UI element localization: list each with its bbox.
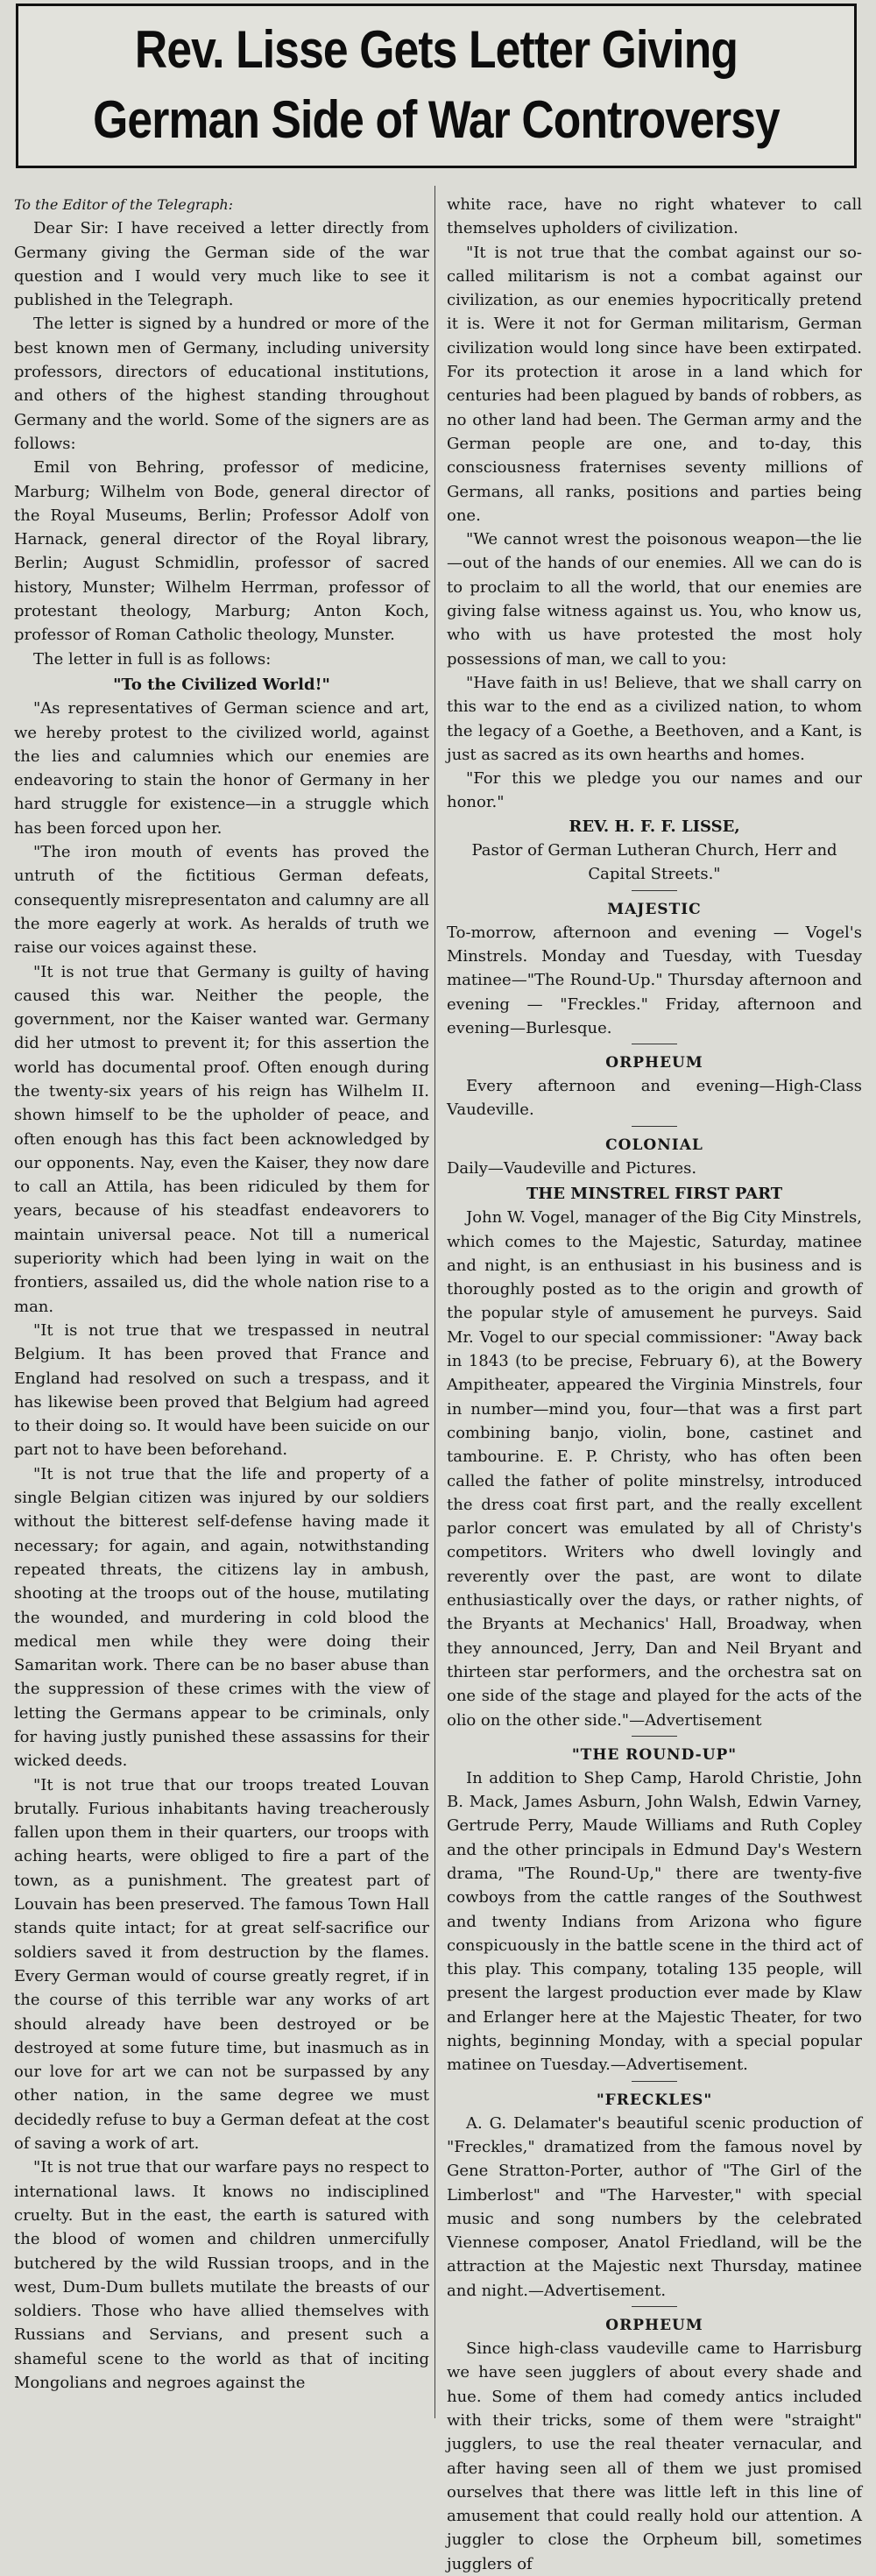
- editor-salutation: To the Editor of the Telegraph:: [14, 196, 234, 213]
- headline-line-1: Rev. Lisse Gets Letter Giving: [134, 20, 738, 79]
- paragraph: "It is not true that our warfare pays no respect to international laws. It knows no indisciplined cruelty. But in the east, the earth is satured with the blood of women and children unmercifully butchered by the wild Russian troops, and in the west, Dum-Dum bullets mutilate the breasts of our soldiers. Those who have allied themselves with Russians and Servians, and present such a shameful scene to the world as that of inciting Mongolians and negroes against the: [14, 2158, 429, 2393]
- freckles-article: A. G. Delamater's beautiful scenic production of "Freckles," dramatized from the famous novel by Gene Stratton-Porter, author of "The Girl of the Limberlost" and "The Harvester," with special music and song numbers by the celebrated Viennese composer, Anatol Friedland, will be the attraction at the Majestic next Thursday, matinee and night.—Advertisement.: [447, 2113, 862, 2300]
- paragraph: "As representatives of German science and art, we hereby protest to the civilized world, against the lies and calumnies which our enemies are endeavoring to stain the honor of Germany in her hard struggle for existence—in a struggle which has been forced upon her.: [14, 699, 429, 838]
- divider: [632, 890, 677, 891]
- letter-title: "To the Civilized World!": [113, 675, 330, 694]
- paragraph: "It is not true that the combat against our so-called militarism is not a combat against our civilization, as our enemies hypocritically pretend it is. Were it not for German militarism, German civilization would long since have been extirpated. For its protection it arose in a land which for centuries had been plagued by bands of robbers, as no other land had been. The German army and the German people are one, and to-day, this consciousness fraternises seventy millions of Germans, all ranks, positions and parties being one.: [447, 243, 862, 525]
- paragraph: "For this we pledge you our names and our honor.": [447, 769, 862, 812]
- section-heading-roundup: "THE ROUND-UP": [571, 1745, 738, 1764]
- colonial-schedule: Daily—Vaudeville and Pictures.: [447, 1158, 697, 1178]
- section-heading-colonial: COLONIAL: [605, 1136, 703, 1154]
- roundup-article: In addition to Shep Camp, Harold Christie, John B. Mack, James Asburn, John Walsh, Edwin Varney, Gertrude Perry, Maude Williams and Ruth Copley and the other principals in Edmund Day's Western drama, "The Round-Up," there are twenty-five cowboys from the cattle ranges of the Southwest and twenty Indians from Arizona who figure conspicuously in the battle scene in the third act of this play. This company, totaling 135 people, will present the largest production ever made by Klaw and Erlanger here at the Majestic Theater, for two nights, beginning Monday, with a special popular matinee on Tuesday.—Advertisement.: [447, 1768, 862, 2075]
- paragraph: "We cannot wrest the poisonous weapon—the lie—out of the hands of our enemies. All we can do is to proclaim to all the world, that our enemies are giving false witness against us. You, who know us, who with us have protested the most holy possessions of man, we call to you:: [447, 530, 862, 669]
- signature-title: Pastor of German Lutheran Church, Herr and Capital Streets.": [471, 841, 837, 884]
- divider: [632, 2306, 677, 2307]
- divider: [632, 2081, 677, 2082]
- section-heading-orpheum: ORPHEUM: [605, 1054, 703, 1072]
- paragraph: "Have faith in us! Believe, that we shall carry on this war to the end as a civilized nation, to whom the legacy of a Goethe, a Beethoven, and a Kant, is just as sacred as its own hearths and homes.: [447, 673, 862, 764]
- divider: [632, 1736, 677, 1737]
- majestic-schedule: To-morrow, afternoon and evening — Vogel's Minstrels. Monday and Tuesday, with Tuesday matinee—"The Round-Up." Thursday afternoon and evening — "Freckles." Friday, afternoon and evening—Burlesque.: [447, 923, 862, 1037]
- right-column: [447, 193, 862, 2573]
- signers-paragraph: Emil von Behring, professor of medicine, Marburg; Wilhelm von Bode, general director of the Royal Museums, Berlin; Professor Adolf von Harnack, general director of the Royal library, Berlin; August Schmidlin, professor of sacred history, Munster; Wilhelm Herrman, professor of protestant theology, Marburg; Anton Koch, professor of Roman Catholic theology, Munster.: [14, 458, 429, 645]
- divider: [632, 1126, 677, 1127]
- section-heading-orpheum-2: ORPHEUM: [605, 2317, 703, 2335]
- paragraph: Dear Sir: I have received a letter directly from Germany giving the German side of the war question and I would very much like to see it published in the Telegraph.: [14, 219, 429, 310]
- paragraph: The letter in full is as follows:: [33, 649, 272, 669]
- section-heading-freckles: "FRECKLES": [596, 2091, 713, 2109]
- paragraph: The letter is signed by a hundred or more of the best known men of Germany, including university professors, directors of educational institutions, and others of the highest standing throughout Germany and the world. Some of the signers are as follows:: [14, 315, 429, 453]
- section-heading-minstrel: THE MINSTREL FIRST PART: [526, 1184, 783, 1203]
- paragraph: "It is not true that the life and property of a single Belgian citizen was injured by our soldiers without the bitterest self-defense having made it necessary; for again, and again, notwithstanding repeated threats, the citizens lay in ambush, shooting at the troops out of the house, mutilating the wounded, and murdering in cold blood the medical men while they were doing their Samaritan work. There can be no baser abuse than the suppression of these crimes with the view of letting the Germans appear to be criminals, only for having justly punished these assassins for their wicked deeds.: [14, 1464, 429, 1771]
- paragraph: "It is not true that our troops treated Louvan brutally. Furious inhabitants having treacherously fallen upon them in their quarters, our troops with aching hearts, were obliged to fire a part of the town, as a punishment. The greatest part of Louvain has been preserved. The famous Town Hall stands quite intact; for at great self-sacrifice our soldiers saved it from destruction by the flames. Every German would of course greatly regret, if in the course of this terrible war any works of art should already have been destroyed or be destroyed at some future time, but inasmuch as in our love for art we can not be surpassed by any other nation, in the same degree we must decidedly refuse to buy a German defeat at the cost of saving a work of art.: [14, 1775, 429, 2154]
- minstrel-article: John W. Vogel, manager of the Big City Minstrels, which comes to the Majestic, Saturday, matinee and night, is an enthusiast in his business and is thoroughly posted as to the origin and growth of the popular style of amusement he purveys. Said Mr. Vogel to our special commissioner: "Away back in 1843 (to be precise, February 6), at the Bowery Ampitheater, appeared the Virginia Minstrels, four in number—mind you, four—that was a first part combining banjo, violin, bone, castinet and tambourine. E. P. Christy, who has often been called the father of polite minstrelsy, introduced the dress coat first part, and the really excellent parlor concert was emulated by all of Christy's competitors. Writers who dwell lovingly and reverently over the past, are wont to dilate enthusiastically over the days, or rather nights, of the Bryants at Mechanics' Hall, Broadway, when they announced, Jerry, Dan and Neil Bryant and thirteen star performers, and the orchestra sat on one side of the stage and played for the acts of the olio on the other side."—Advertisement: [447, 1208, 862, 1730]
- paragraph: "It is not true that Germany is guilty of having caused this war. Neither the people, the government, nor the Kaiser wanted war. Germany did her utmost to prevent it; for this assertion the world has documental proof. Often enough during the twenty-six years of his reign has Wilhelm II. shown himself to be the upholder of peace, and often enough has this fact been acknowledged by our opponents. Nay, even the Kaiser, they now dare to call an Attila, has been ridiculed by them for years, because of his steadfast endeavorers to maintain universal peace. Not till a numerical superiority which had been lying in wait on the frontiers, assailed us, did the whole nation rise to a man.: [14, 962, 429, 1316]
- paragraph: "The iron mouth of events has proved the untruth of the fictitious German defeats, consequently misrepresentaton and calumny are all the more eagerly at work. As heralds of truth we raise our voices against these.: [14, 843, 429, 958]
- paragraph: white race, have no right whatever to call themselves upholders of civilization.: [447, 195, 862, 238]
- paragraph: "It is not true that we trespassed in neutral Belgium. It has been proved that France and England had resolved on such a trespass, and it has likewise been proved that Belgium had agreed to their doing so. It would have been suicide on our part not to have been beforehand.: [14, 1320, 429, 1460]
- headline-box: [16, 4, 857, 168]
- orpheum-article: Since high-class vaudeville came to Harrisburg we have seen jugglers of about every shade and hue. Some of them had comedy antics included with their tricks, some of them were "straight" jugglers, to use the real theater vernacular, and after having seen all of them we just promised ourselves that there was little left in this line of amusement that could really hold our attention. A juggler to close the Orpheum bill, sometimes jugglers of: [447, 2339, 862, 2573]
- orpheum-schedule: Every afternoon and evening—High-Class Vaudeville.: [447, 1077, 862, 1120]
- left-column: [14, 193, 429, 2418]
- headline-line-2: German Side of War Controversy: [93, 90, 780, 149]
- column-divider: [434, 186, 435, 2418]
- signature-name: REV. H. F. F. LISSE,: [569, 817, 740, 836]
- section-heading-majestic: MAJESTIC: [607, 900, 702, 918]
